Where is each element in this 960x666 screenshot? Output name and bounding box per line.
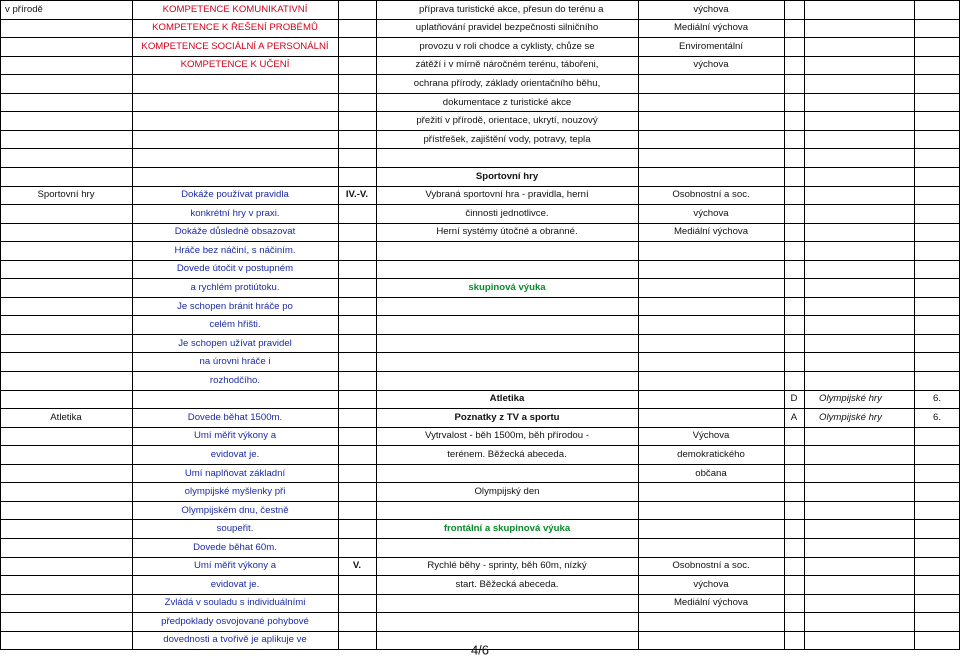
row-divider [0,315,960,316]
table-cell: předpoklady osvojované pohybové [161,616,309,628]
table-cell: Mediální výchova [673,22,749,34]
table-cell: KOMPETENCE K UČENÍ [180,59,290,71]
row-divider [0,111,960,112]
table-cell: výchova [693,579,729,591]
table-cell: IV.-V. [345,189,369,201]
table-cell: Vybraná sportovní hra - pravidla, herní [425,189,589,201]
table-cell: přístřešek, zajištění vody, potravy, tepla [423,133,591,145]
row-divider [0,482,960,483]
table-cell: Zvládá v souladu s individuálními [164,597,306,609]
table-cell: zátěží i v mírně náročném terénu, tábořeni, [415,59,599,71]
row-divider [0,445,960,446]
table-cell: dovednosti a tvořivě je aplikuje ve [163,634,307,646]
table-cell: Umí měřit výkony a [193,430,277,442]
table-cell: přežití v přírodě, orientace, ukrytí, nouzový [416,115,598,127]
table-cell: příprava turistické akce, přesun do terénu a [419,3,604,15]
row-divider [0,241,960,242]
row-divider [0,427,960,428]
table-cell: Umí měřit výkony a [193,560,277,572]
row-divider [0,575,960,576]
table-cell: KOMPETENCE K ŘEŠENÍ PROBÉMŮ [152,22,318,34]
table-cell: Dovede běhat 60m. [193,541,277,553]
row-divider [0,538,960,539]
row-divider [0,278,960,279]
table-cell: Rychlé běhy - sprinty, běh 60m, nízký [427,560,587,572]
row-divider [0,223,960,224]
column-divider [132,0,133,649]
row-divider [0,557,960,558]
table-cell: KOMPETENCE SOCIÁLNÍ A PERSONÁLNÍ [141,41,329,53]
table-cell: soupeřit. [216,523,254,535]
table-cell: demokratického [677,449,745,461]
table-cell: start. Běžecká abeceda. [455,579,559,591]
table-cell: Osobnostní a soc. [672,560,750,572]
table-cell: skupinová výuka [468,282,546,294]
table-cell: Je schopen užívat pravidel [178,337,292,349]
table-cell: 6. [932,412,941,424]
table-cell: činnosti jednotlivce. [465,208,549,220]
table-cell: uplatňování pravidel bezpečnosti silničního [415,22,599,34]
row-divider [0,612,960,613]
row-divider [0,297,960,298]
row-divider [0,93,960,94]
table-cell: v přírodě [5,3,43,15]
table-cell: a rychlém protiútoku. [190,282,280,294]
table-cell: Mediální výchova [673,597,749,609]
table-cell: Dokáže důsledně obsazovat [174,226,296,238]
table-cell: občana [695,467,727,479]
table-cell: konkrétní hry v praxi. [190,208,280,220]
column-divider [376,0,377,649]
table-cell: V. [352,560,362,572]
table-cell: Vytrvalost - běh 1500m, běh přírodou - [425,430,589,442]
table-cell: 6. [932,393,941,405]
table-cell: frontální a skupinová výuka [443,523,571,535]
row-divider [0,0,960,1]
table-cell: Herní systémy útočné a obranné. [436,226,578,238]
table-cell: Sportovní hry [475,170,539,182]
row-divider [0,204,960,205]
row-divider [0,148,960,149]
table-cell: Olympijském dnu, čestně [181,504,289,516]
row-divider [0,56,960,57]
table-cell: Mediální výchova [673,226,749,238]
row-divider [0,186,960,187]
table-cell: výchova [693,59,729,71]
column-divider [784,0,785,649]
row-divider [0,631,960,632]
table-cell: Olympijské hry [819,412,882,424]
row-divider [0,37,960,38]
table-cell: Osobnostní a soc. [672,189,750,201]
row-divider [0,371,960,372]
table-cell: Dokáže používat pravidla [181,189,289,201]
table-cell: Olympijské hry [819,393,882,405]
table-cell: na úrovni hráče i [199,356,271,368]
table-cell: D [790,393,798,405]
column-divider [638,0,639,649]
table-cell: olympijské myšlenky při [184,486,286,498]
table-cell: Výchova [692,430,730,442]
row-divider [0,130,960,131]
table-cell: Enviromentální [679,41,743,53]
table-cell: výchova [693,208,729,220]
table-cell: Umí naplňovat základní [184,467,286,479]
table-cell: celém hřišti. [209,319,261,331]
table-cell: dokumentace z turistické akce [442,96,572,108]
table-cell: Dovede běhat 1500m. [187,412,283,424]
row-divider [0,408,960,409]
table-cell: Atletika [50,412,82,424]
row-divider [0,167,960,168]
table-cell: ochrana přírody, základy orientačního běhu, [413,78,601,90]
table-cell: terénem. Běžecká abeceda. [447,449,567,461]
table-cell: provozu v roli chodce a cyklisty, chůze se [419,41,595,53]
table-cell: Atletika [489,393,525,405]
column-divider [338,0,339,649]
table-cell: Je schopen bránit hráče po [177,300,293,312]
table-cell: Olympijský den [474,486,540,498]
column-divider [0,0,1,649]
table-cell: Hráče bez náčiní, s náčiním. [174,245,296,257]
table-cell: evidovat je. [210,579,260,591]
table-cell: rozhodčího. [209,374,261,386]
page-number: 4/6 [470,642,490,658]
row-divider [0,390,960,391]
table-cell: KOMPETENCE KOMUNIKATIVNÍ [162,3,308,15]
row-divider [0,594,960,595]
row-divider [0,519,960,520]
row-divider [0,19,960,20]
table-cell: A [790,412,798,424]
column-divider [804,0,805,649]
row-divider [0,464,960,465]
row-divider [0,501,960,502]
table-cell: Sportovní hry [37,189,95,201]
table-cell: evidovat je. [210,449,260,461]
row-divider [0,74,960,75]
row-divider [0,352,960,353]
row-divider [0,260,960,261]
table-cell: Poznatky z TV a sportu [454,412,560,424]
column-divider [914,0,915,649]
table-cell: Dovede útočit v postupném [176,263,294,275]
row-divider [0,334,960,335]
table-cell: výchova [693,3,729,15]
